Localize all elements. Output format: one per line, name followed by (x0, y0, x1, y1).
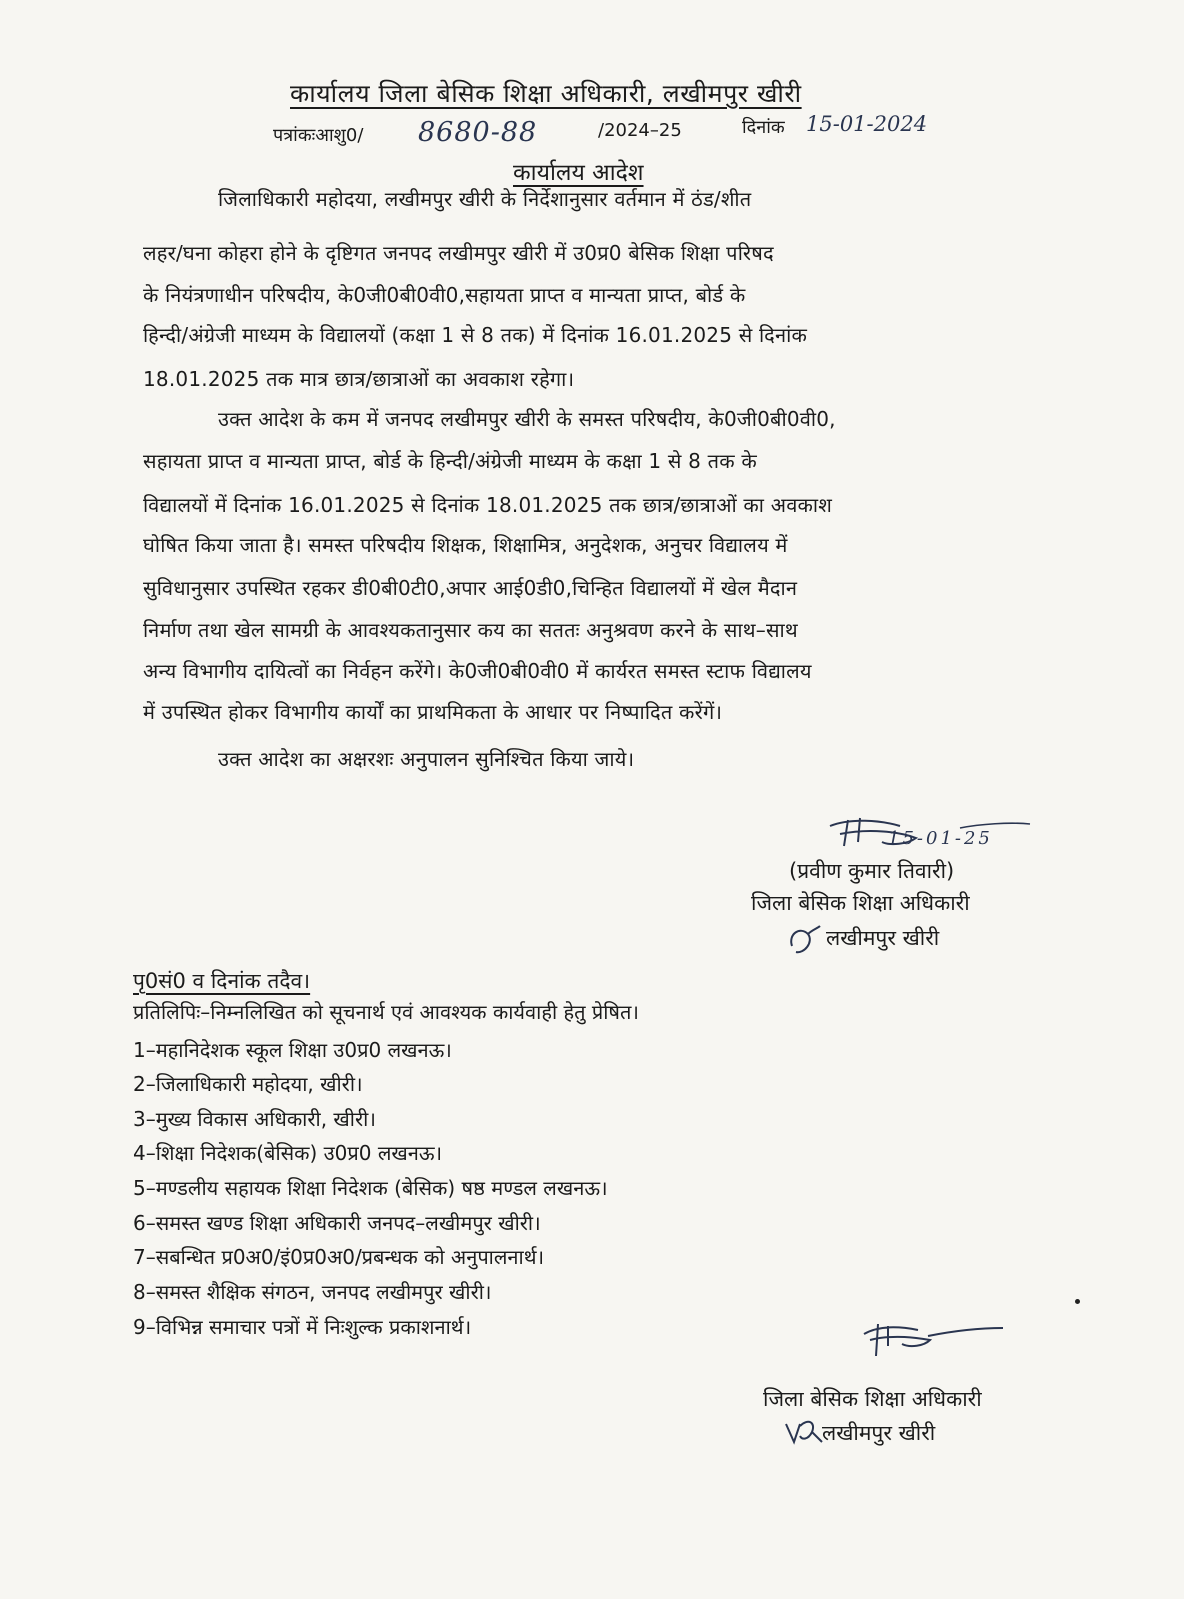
para2-line: सुविधानुसार उपस्थित रहकर डी0बी0टी0,अपार आई0डी0,चिन्हित विद्यालयों में खेल मैदान (143, 576, 798, 600)
para2-line: घोषित किया जाता है। समस्त परिषदीय शिक्षक, शिक्षामित्र, अनुदेशक, अनुचर विद्यालय में (143, 533, 788, 557)
copy-list-item: 8–समस्त शैक्षिक संगठन, जनपद लखीमपुर खीरी। (133, 1280, 492, 1304)
copy-list-item: 1–महानिदेशक स्कूल शिक्षा उ0प्र0 लखनऊ। (133, 1038, 452, 1062)
signature-1-date: 15-01-25 (888, 828, 993, 849)
signatory-place: लखीमपुर खीरी (826, 926, 940, 950)
copy-list-item: 9–विभिन्न समाचार पत्रों में निःशुल्क प्रकाशनार्थ। (133, 1315, 472, 1339)
para2-line: में उपस्थित होकर विभागीय कार्यों का प्राथमिकता के आधार पर निष्पादित करेंगें। (143, 700, 723, 724)
signatory-designation: जिला बेसिक शिक्षा अधिकारी (751, 891, 970, 915)
copy-list-item: 4–शिक्षा निदेशक(बेसिक) उ0प्र0 लखनऊ। (133, 1141, 443, 1165)
signatory-2-place: लखीमपुर खीरी (822, 1421, 936, 1445)
para1-line: हिन्दी/अंग्रेजी माध्यम के विद्यालयों (कक्षा 1 से 8 तक) में दिनांक 16.01.2025 से दिनांक (143, 323, 808, 347)
copy-list-item: 5–मण्डलीय सहायक शिक्षा निदेशक (बेसिक) षष्ठ मण्डल लखनऊ। (133, 1176, 608, 1200)
reference-number-handwritten: 8680-88 (418, 117, 538, 148)
date-handwritten: 15-01-2024 (806, 112, 928, 136)
copy-list-item: 3–मुख्य विकास अधिकारी, खीरी। (133, 1107, 376, 1131)
reference-prefix: पत्रांकःआशु0/ (273, 125, 364, 146)
order-heading: कार्यालय आदेश (513, 160, 644, 186)
para2-line: विद्यालयों में दिनांक 16.01.2025 से दिनांक 18.01.2025 तक छात्र/छात्राओं का अवकाश (143, 493, 833, 517)
initial-mark-1 (786, 920, 824, 960)
copy-list-item: 7–सबन्धित प्र0अ0/इं0प्र0अ0/प्रबन्धक को अनुपालनार्थ। (133, 1245, 545, 1269)
reference-year: /2024–25 (598, 120, 682, 141)
signatory-2-designation: जिला बेसिक शिक्षा अधिकारी (763, 1387, 982, 1411)
copy-reference-header: पृ0सं0 व दिनांक तदैव। (133, 969, 311, 993)
signatory-name: (प्रवीण कुमार तिवारी) (789, 859, 955, 883)
para1-line: के नियंत्रणाधीन परिषदीय, के0जी0बी0वी0,सहायता प्राप्त व मान्यता प्राप्त, बोर्ड के (143, 283, 746, 307)
office-title: कार्यालय जिला बेसिक शिक्षा अधिकारी, लखीमपुर खीरी (290, 79, 802, 108)
copy-list-item: 6–समस्त खण्ड शिक्षा अधिकारी जनपद–लखीमपुर खीरी। (133, 1211, 541, 1235)
para1-line: जिलाधिकारी महोदया, लखीमपुर खीरी के निर्देशानुसार वर्तमान में ठंड/शीत (218, 187, 752, 211)
para2-line: उक्त आदेश के कम में जनपद लखीमपुर खीरी के समस्त परिषदीय, के0जी0बी0वी0, (218, 407, 836, 431)
copy-intro: प्रतिलिपिः–निम्नलिखित को सूचनार्थ एवं आवश्यक कार्यवाही हेतु प्रेषित। (133, 1000, 639, 1024)
date-label: दिनांक (742, 117, 785, 138)
para2-line: अन्य विभागीय दायित्वों का निर्वहन करेंगे। के0जी0बी0वी0 में कार्यरत समस्त स्टाफ विद्यालय (143, 659, 812, 683)
ink-speck (1075, 1299, 1080, 1304)
para1-line: 18.01.2025 तक मात्र छात्र/छात्राओं का अवकाश रहेगा। (143, 367, 575, 391)
para2-line: सहायता प्राप्त व मान्यता प्राप्त, बोर्ड के हिन्दी/अंग्रेजी माध्यम के कक्षा 1 से 8 तक के (143, 449, 757, 473)
copy-list-item: 2–जिलाधिकारी महोदया, खीरी। (133, 1072, 363, 1096)
initial-mark-2 (782, 1414, 824, 1450)
signature-2-mark (858, 1316, 1008, 1362)
para2-line: निर्माण तथा खेल सामग्री के आवश्यकतानुसार कय का सततः अनुश्रवण करने के साथ–साथ (143, 618, 798, 642)
para3-line: उक्त आदेश का अक्षरशः अनुपालन सुनिश्चित किया जाये। (218, 747, 635, 771)
para1-line: लहर/घना कोहरा होने के दृष्टिगत जनपद लखीमपुर खीरी में उ0प्र0 बेसिक शिक्षा परिषद (143, 241, 774, 265)
